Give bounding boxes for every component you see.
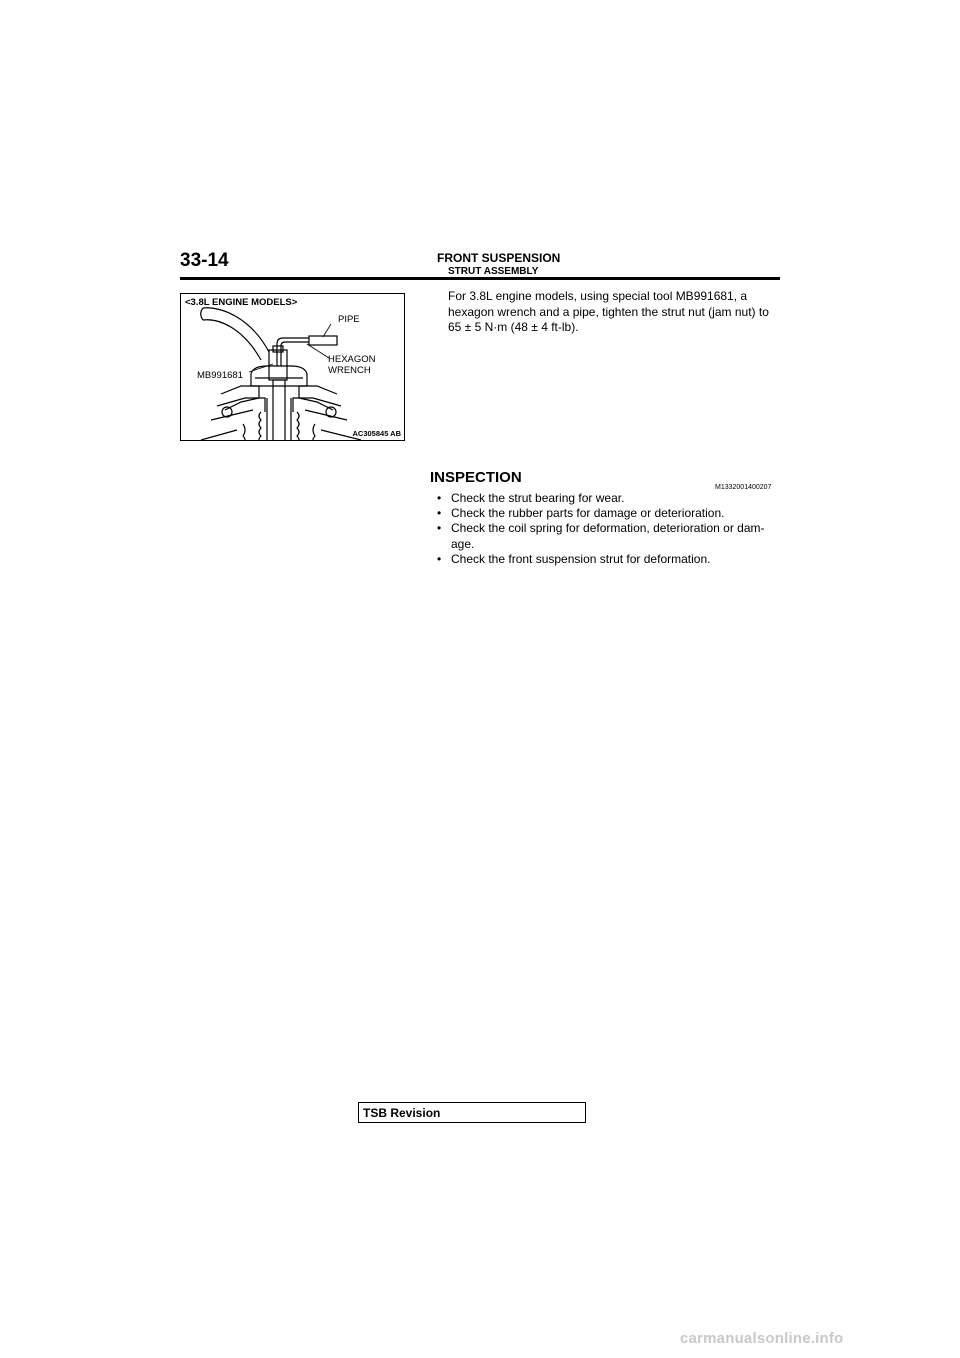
bullet: • bbox=[437, 521, 442, 536]
label-hexagon-wrench bbox=[328, 354, 376, 376]
label-pipe: PIPE bbox=[338, 314, 360, 325]
bullet: • bbox=[437, 506, 442, 521]
label-hexagon-wrench-line1: HEXAGON bbox=[328, 354, 376, 365]
subsection-title: STRUT ASSEMBLY bbox=[448, 266, 539, 277]
page-number: 33-14 bbox=[180, 250, 229, 271]
figure-id: AC305845 AB bbox=[352, 429, 401, 438]
tsb-revision-label: TSB Revision bbox=[363, 1106, 441, 1120]
procedure-text: For 3.8L engine models, using special tool MB991681, a hexagon wrench and a pipe, tighten the strut nut (jam nut) to 65 ± 5 N·m (48 ± 4 ft-lb). bbox=[448, 289, 769, 334]
label-special-tool: MB991681 bbox=[197, 370, 243, 381]
header-rule bbox=[180, 277, 780, 280]
inspection-heading: INSPECTION bbox=[430, 469, 522, 486]
list-item: • Check the rubber parts for damage or deterioration. bbox=[437, 506, 725, 521]
section-title: FRONT SUSPENSION bbox=[437, 251, 561, 265]
figure-caption: <3.8L ENGINE MODELS> bbox=[185, 297, 298, 308]
bullet: • bbox=[437, 551, 442, 566]
bullet: • bbox=[437, 491, 442, 505]
list-item: • Check the strut bearing for wear. bbox=[437, 491, 625, 505]
inspection-code: M1332001400207 bbox=[715, 484, 772, 491]
tsb-revision-box bbox=[358, 1102, 586, 1123]
label-hexagon-wrench-line2: WRENCH bbox=[328, 365, 371, 376]
list-item: • Check the coil spring for deformation, deterioration or dam-age. bbox=[437, 521, 765, 551]
watermark: carmanualsonline.info bbox=[680, 1330, 844, 1347]
inspection-list bbox=[437, 491, 783, 567]
list-item: • Check the front suspension strut for deformation. bbox=[437, 551, 711, 566]
strut-nut-figure bbox=[180, 293, 405, 441]
